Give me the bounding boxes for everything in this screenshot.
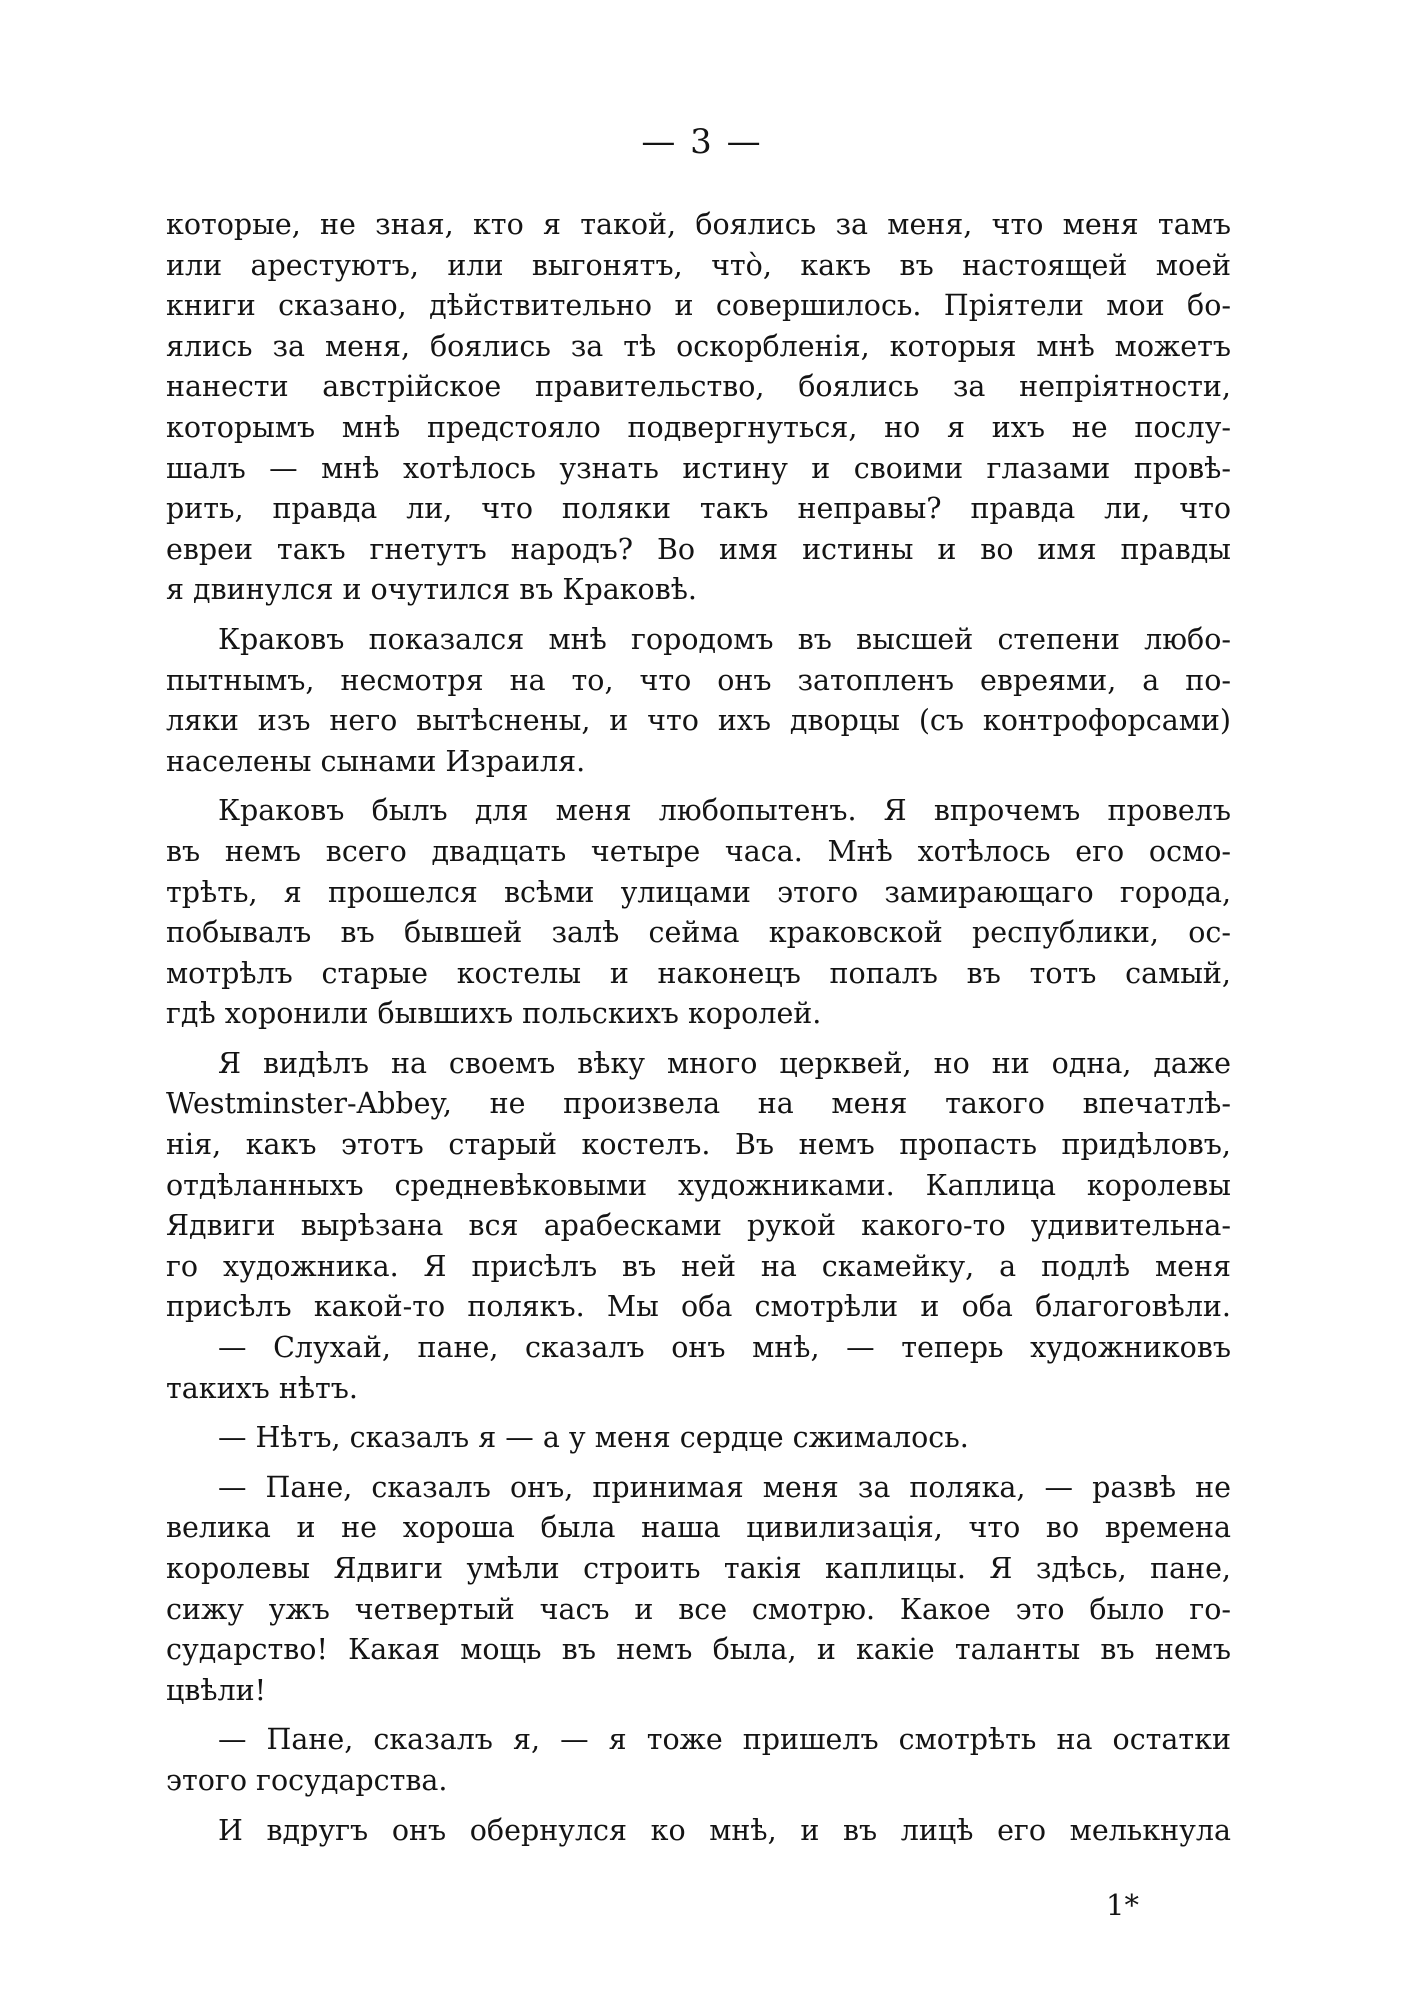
text-line: отдѣланныхъ средневѣковыми художниками. Каплица королевы xyxy=(166,1168,1231,1202)
text-line: мотрѣлъ старые костелы и наконецъ попалъ въ тотъ самый, xyxy=(166,956,1231,990)
text-line: которые, не зная, кто я такой, боялись за меня, что меня тамъ xyxy=(166,208,1231,241)
text-line: я двинулся и очутился въ Краковѣ. xyxy=(166,573,697,607)
paragraph xyxy=(166,1418,1231,1459)
paragraph xyxy=(166,1811,1231,1852)
body-text xyxy=(166,205,1231,1851)
text-line: цвѣли! xyxy=(166,1673,267,1707)
text-line: этого государства. xyxy=(166,1763,448,1797)
text-line: — Пане, сказалъ онъ, принимая меня за поляка, — развѣ не xyxy=(218,1470,1231,1504)
paragraph xyxy=(166,620,1231,782)
text-line: Ядвиги вырѣзана вся арабесками рукой какого-то удивительна- xyxy=(166,1209,1231,1243)
text-line: Краковъ показался мнѣ городомъ въ высшей степени любо- xyxy=(218,622,1231,656)
text-line: ялись за меня, боялись за тѣ оскорбленія, которыя мнѣ можетъ xyxy=(166,329,1231,363)
text-line: королевы Ядвиги умѣли строить такія каплицы. Я здѣсь, пане, xyxy=(166,1552,1231,1585)
text-line: которымъ мнѣ предстояло подвергнуться, но я ихъ не послу- xyxy=(166,410,1231,444)
text-line: — Нѣтъ, сказалъ я — а у меня сердце сжималось. xyxy=(218,1421,969,1455)
page-number: — 3 — xyxy=(641,122,763,162)
paragraph xyxy=(166,1468,1231,1712)
text-line: пытнымъ, несмотря на то, что онъ затопленъ евреями, а по- xyxy=(166,663,1231,697)
text-line: го художника. Я присѣлъ въ ней на скамейку, а подлѣ меня xyxy=(166,1249,1231,1283)
text-line: шалъ — мнѣ хотѣлось узнать истину и своими глазами провѣ- xyxy=(166,451,1231,485)
paragraph xyxy=(166,205,1231,611)
paragraph xyxy=(166,791,1231,1035)
text-line: или арестуютъ, или выгонятъ, что̀, какъ въ настоящей моей xyxy=(166,248,1231,282)
text-line: гдѣ хоронили бывшихъ польскихъ королей. xyxy=(166,997,822,1031)
text-line: И вдругъ онъ обернулся ко мнѣ, и въ лицѣ его мелькнула xyxy=(218,1813,1231,1847)
text-line: Я видѣлъ на своемъ вѣку много церквей, но ни одна, даже xyxy=(218,1046,1231,1080)
text-line: — Слухай, пане, сказалъ онъ мнѣ, — теперь художниковъ xyxy=(218,1331,1231,1365)
paragraph xyxy=(166,1044,1231,1328)
text-line: трѣть, я прошелся всѣми улицами этого замирающаго города, xyxy=(166,875,1231,909)
text-line: — Пане, сказалъ я, — я тоже пришелъ смотрѣть на остатки xyxy=(218,1723,1231,1757)
text-line: такихъ нѣтъ. xyxy=(166,1371,358,1405)
signature-mark: 1* xyxy=(1106,1888,1139,1922)
text-line: въ немъ всего двадцать четыре часа. Мнѣ хотѣлось его осмо- xyxy=(166,834,1231,868)
text-line: сударство! Какая мощь въ немъ была, и какіе таланты въ немъ xyxy=(166,1633,1231,1667)
text-line: присѣлъ какой-то полякъ. Мы оба смотрѣли и оба благоговѣли. xyxy=(166,1290,1231,1324)
text-line: велика и не хороша была наша цивилизація, что во времена xyxy=(166,1511,1231,1545)
text-line: Краковъ былъ для меня любопытенъ. Я впрочемъ провелъ xyxy=(218,794,1231,828)
paragraph xyxy=(166,1328,1231,1409)
text-line: книги сказано, дѣйствительно и совершилось. Пріятели мои бо- xyxy=(166,289,1231,323)
text-line: рить, правда ли, что поляки такъ неправы? правда ли, что xyxy=(166,492,1231,526)
paragraph xyxy=(166,1720,1231,1801)
text-line: ляки изъ него вытѣснены, и что ихъ дворцы (съ контрофорсами) xyxy=(166,704,1231,738)
text-line: Westminster-Abbey, не произвела на меня такого впечатлѣ- xyxy=(166,1087,1231,1121)
text-line: населены сынами Израиля. xyxy=(166,744,586,778)
text-line: нанести австрійское правительство, боялись за непріятности, xyxy=(166,370,1231,404)
text-line: сижу ужъ четвертый часъ и все смотрю. Какое это было го- xyxy=(166,1592,1231,1626)
text-line: евреи такъ гнетутъ народъ? Во имя истины и во имя правды xyxy=(166,532,1231,566)
text-line: побывалъ въ бывшей залѣ сейма краковской республики, ос- xyxy=(166,916,1231,950)
text-line: нія, какъ этотъ старый костелъ. Въ немъ пропасть придѣловъ, xyxy=(166,1128,1231,1162)
